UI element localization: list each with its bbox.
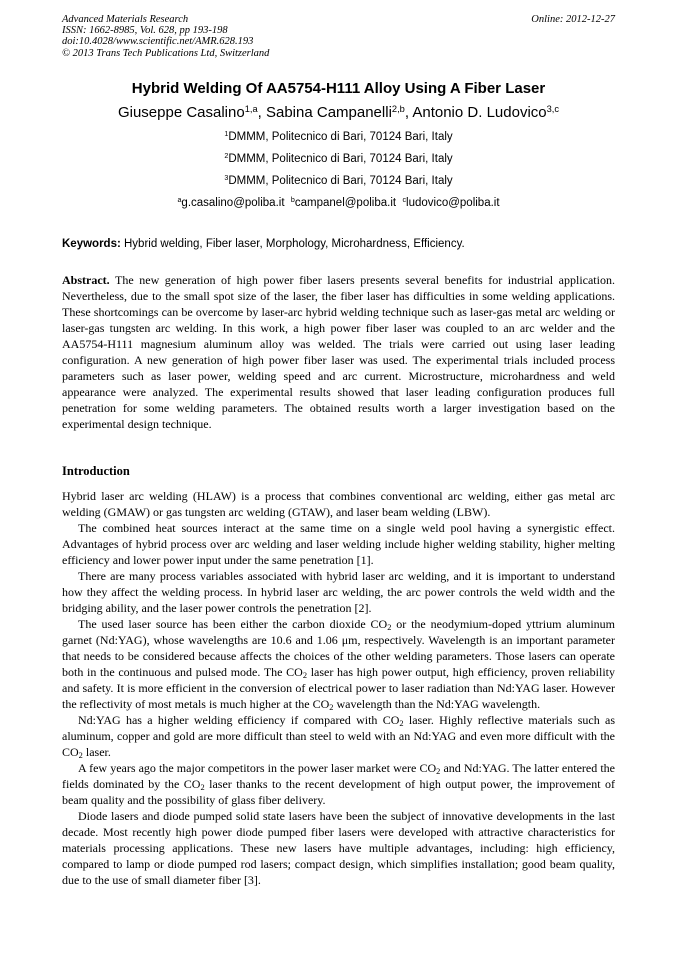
affiliation-text: DMMM, Politecnico di Bari, 70124 Bari, Italy [228,153,453,165]
keywords [62,238,615,250]
paragraph-text: laser. [82,745,111,759]
subscript: 2 [436,767,441,777]
subscript: 2 [399,719,404,729]
intro-paragraph [62,712,615,760]
subscript: 2 [78,751,83,761]
journal-name: Advanced Materials Research [62,14,189,25]
paragraph-text: A few years ago the major competitors in the power laser market were CO [78,761,437,775]
email-superscript: b [290,196,295,205]
author-superscript: 1,a [244,103,258,114]
affiliation-1 [62,131,615,143]
email-link[interactable]: g.casalino@poliba.it [181,197,285,209]
paragraph-text: wavelength than the Nd:YAG wavelength. [333,697,541,711]
paragraph-text: laser has high power output, high efficiency, proven reliability and safety. It is more efficient in the conversion of electrical power to laser radiation than Nd:YAG laser. However the reflectivity of most metals is much higher at the CO [62,665,616,711]
affiliation-superscript: 2 [224,152,229,161]
subscript: 2 [387,623,392,633]
subscript: 2 [302,671,308,681]
journal-doi: doi:10.4028/www.scientific.net/AMR.628.193 [62,36,254,48]
keywords-text: Hybrid welding, Fiber laser, Morphology, Microhardness, Efficiency. [124,238,465,250]
paper-title: Hybrid Welding Of AA5754-H111 Alloy Using A Fiber Laser [131,80,546,97]
intro-paragraph [62,520,615,568]
author-name: Sabina Campanelli [265,104,392,121]
paragraph-text: and Nd:YAG. The latter entered the fields dominated by the CO [62,761,615,791]
intro-paragraph [62,760,615,808]
journal-header [62,14,615,59]
paragraph-text: Nd:YAG has a higher welding efficiency if compared with CO [78,713,400,727]
paragraph-text: laser thanks to the recent development of high output power, the improvement of beam quality and the possibility of glass fiber delivery. [62,777,615,807]
intro-paragraph [62,808,615,888]
journal-copyright: © 2013 Trans Tech Publications Ltd, Switzerland [62,47,270,59]
email-link[interactable]: ludovico@poliba.it [406,197,500,209]
author-separator: , [257,104,266,121]
affiliation-text: DMMM, Politecnico di Bari, 70124 Bari, Italy [228,131,453,143]
online-date: Online: 2012-12-27 [531,14,615,25]
intro-paragraph [62,488,615,520]
author-list [62,104,615,121]
email-superscript: c [402,196,407,205]
author-superscript: 3,c [546,103,560,114]
paragraph-text: Hybrid laser arc welding (HLAW) is a process that combines conventional arc welding, either gas metal arc welding (GMAW) or gas tungsten arc welding (GTAW), and laser beam welding (LBW). [62,489,615,519]
affiliation-text: DMMM, Politecnico di Bari, 70124 Bari, Italy [228,175,453,187]
abstract [62,272,615,432]
affiliation-3 [62,175,615,187]
affiliation-superscript: 3 [224,174,229,183]
journal-issn: ISSN: 1662-8985, Vol. 628, pp 193-198 [62,25,228,37]
author-superscript: 2,b [391,103,405,114]
subscript: 2 [329,703,334,713]
paragraph-text: The combined heat sources interact at the same time on a single weld pool having a synergistic effect. Advantages of hybrid process over arc welding and laser welding include higher welding stability, higher melting efficiency and lower power input under the same penetration [1]. [62,521,615,567]
paragraph-text: laser. Highly reflective materials such as aluminum, copper and gold are more difficult than steel to weld with an Nd:YAG and even more difficult with the CO [62,713,615,759]
abstract-label: Abstract. [62,273,110,287]
paragraph-text: The used laser source has been either the carbon dioxide CO [78,617,388,631]
affiliation-2 [62,153,615,165]
introduction-body [62,488,615,888]
subscript: 2 [200,783,205,793]
paragraph-text: Diode lasers and diode pumped solid state lasers have been the subject of innovative developments in the last decade. Most recently high power diode pumped fiber lasers were developed with attractive characteristics for materials processing applications. These new lasers have multiple advantages, including: high efficiency, compared to lamp or diode pumped rod lasers; compact design, which simplifies installation; good beam quality, due to the use of small diameter fiber [3]. [62,809,615,887]
email-list [62,197,615,209]
author-name: Antonio D. Ludovico [412,104,547,121]
keywords-label: Keywords: [62,238,121,250]
email-superscript: a [177,196,182,205]
affiliation-superscript: 1 [224,130,229,139]
author-name: Giuseppe Casalino [117,104,245,121]
section-heading-introduction: Introduction [62,464,130,478]
email-link[interactable]: campanel@poliba.it [294,197,397,209]
abstract-text: The new generation of high power fiber lasers presents several benefits for industrial application. Nevertheless, due to the small spot size of the laser, the fiber laser has difficulties in some welding applications. These shortcomings can be overcome by laser-arc hybrid welding technique such as laser-gas metal arc welding or laser-gas tungsten arc welding. In this work, a high power fiber laser was coupled to an arc welder and the AA5754-H111 magnesium aluminum alloy was welded. The trials were carried out using laser leading configuration. A new generation of high power fiber laser was used. The experimental trials included process parameters such as laser power, welding speed and arc current. Microstructure, microhardness and weld appearance were analyzed. The experimental results showed that laser leading configuration produces full penetration for some welding parameters. The obtained results worth a larger investigation based on the experimental design technique. [62,273,615,431]
author-separator: , [404,104,413,121]
paragraph-text: There are many process variables associated with hybrid laser arc welding, and it is important to understand how they affect the welding process. In hybrid laser arc welding, the arc power controls the weld width and the bridging ability, and the laser power controls the penetration [2]. [62,569,615,615]
intro-paragraph [62,616,615,712]
paragraph-text: or the neodymium-doped yttrium aluminum garnet (Nd:YAG), whose wavelengths are 10.6 and 1.06 μm, respectively. Wavelength is an important parameter that needs to be considered because affects the choices of the other welding parameters. Those lasers can operate both in the continuous and pulsed mode. The CO [62,617,615,679]
intro-paragraph [62,568,615,616]
